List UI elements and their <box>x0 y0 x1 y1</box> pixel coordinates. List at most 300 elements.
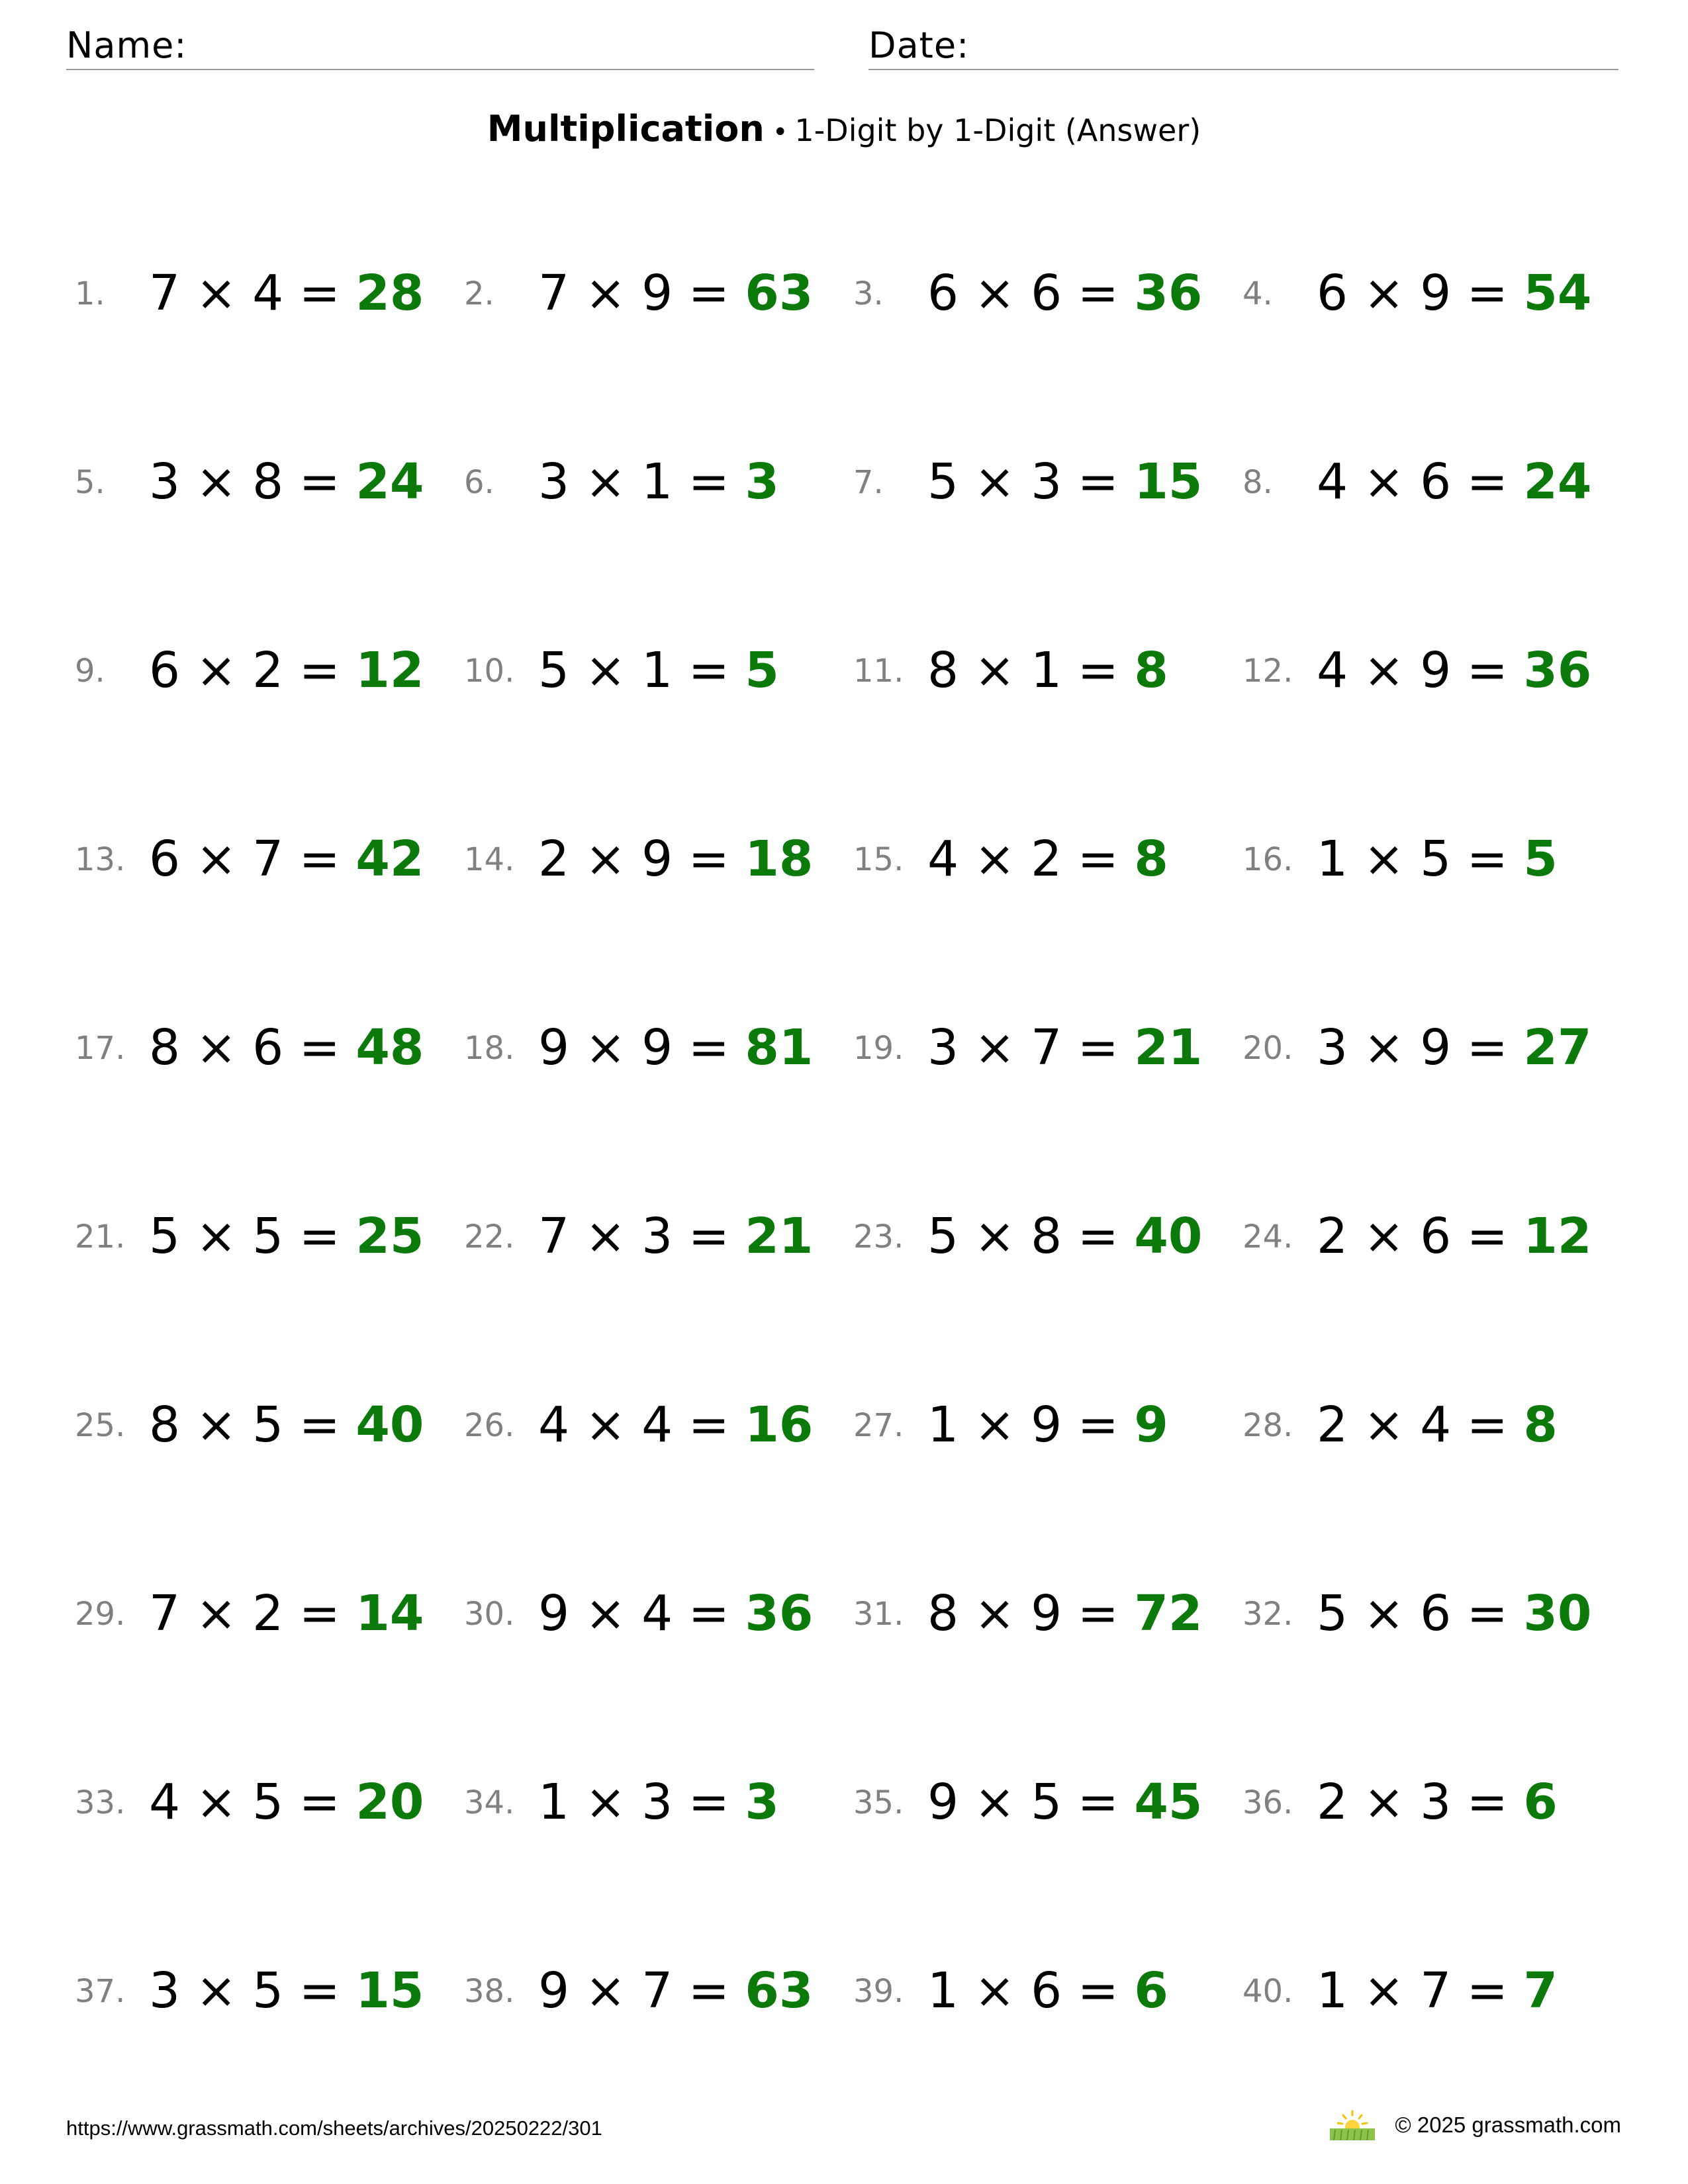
problem-item <box>464 622 853 715</box>
answer: 16 <box>745 1396 814 1453</box>
operand-a: 1 <box>927 1962 959 2019</box>
problem-number: 20. <box>1243 1030 1293 1067</box>
times-symbol: × <box>585 453 626 510</box>
times-symbol: × <box>195 831 237 887</box>
equals-symbol: = <box>1077 1019 1119 1076</box>
answer: 3 <box>745 1774 779 1831</box>
problem-expression <box>538 1961 813 2021</box>
problem-expression <box>538 1772 779 1832</box>
operand-b: 9 <box>1031 1396 1062 1453</box>
problem-number: 21. <box>75 1218 126 1255</box>
answer: 36 <box>745 1585 814 1642</box>
answer: 81 <box>745 1019 814 1076</box>
problem-item <box>1243 811 1632 903</box>
equals-symbol: = <box>1077 1962 1119 2019</box>
grass-sun-logo-icon <box>1326 2109 1379 2142</box>
date-field[interactable] <box>868 23 1618 70</box>
problem-number: 34. <box>464 1784 515 1821</box>
equals-symbol: = <box>299 642 340 699</box>
problem-expression <box>1317 263 1591 323</box>
answer: 14 <box>355 1585 424 1642</box>
operand-a: 2 <box>538 831 570 887</box>
problem-item <box>853 1754 1243 1846</box>
problem-number: 19. <box>853 1030 904 1067</box>
operand-a: 1 <box>1317 831 1348 887</box>
problem-number: 31. <box>853 1596 904 1633</box>
footer-brand <box>1326 2109 1621 2142</box>
times-symbol: × <box>1363 453 1405 510</box>
equals-symbol: = <box>688 265 729 322</box>
problem-expression <box>927 1961 1168 2021</box>
operand-a: 9 <box>538 1019 570 1076</box>
operand-a: 8 <box>927 1585 959 1642</box>
problem-expression <box>538 1395 813 1455</box>
operand-b: 3 <box>641 1774 673 1831</box>
equals-symbol: = <box>688 831 729 887</box>
problem-number: 2. <box>464 275 494 312</box>
operand-b: 4 <box>641 1585 673 1642</box>
equals-symbol: = <box>299 1208 340 1265</box>
answer: 20 <box>355 1774 424 1831</box>
problem-number: 9. <box>75 653 105 690</box>
answer: 12 <box>355 642 424 699</box>
times-symbol: × <box>1363 265 1405 322</box>
times-symbol: × <box>1363 1774 1405 1831</box>
operand-a: 7 <box>149 1585 181 1642</box>
answer: 25 <box>355 1208 424 1265</box>
problem-number: 26. <box>464 1407 515 1444</box>
times-symbol: × <box>974 831 1015 887</box>
operand-b: 5 <box>252 1774 284 1831</box>
operand-a: 8 <box>149 1396 181 1453</box>
problem-expression <box>1317 641 1591 700</box>
times-symbol: × <box>1363 1396 1405 1453</box>
problem-item <box>75 433 464 526</box>
times-symbol: × <box>974 1962 1015 2019</box>
answer: 9 <box>1134 1396 1168 1453</box>
operand-a: 8 <box>927 642 959 699</box>
times-symbol: × <box>1363 831 1405 887</box>
problem-expression <box>538 1018 813 1077</box>
operand-a: 1 <box>927 1396 959 1453</box>
problem-expression <box>927 829 1168 889</box>
operand-b: 9 <box>641 265 673 322</box>
problem-item <box>75 622 464 715</box>
operand-a: 5 <box>149 1208 181 1265</box>
problem-number: 35. <box>853 1784 904 1821</box>
operand-a: 4 <box>1317 642 1348 699</box>
times-symbol: × <box>195 642 237 699</box>
operand-b: 5 <box>1031 1774 1062 1831</box>
equals-symbol: = <box>1077 642 1119 699</box>
times-symbol: × <box>195 265 237 322</box>
problem-number: 10. <box>464 653 515 690</box>
answer: 54 <box>1523 265 1592 322</box>
equals-symbol: = <box>688 1396 729 1453</box>
operand-a: 1 <box>1317 1962 1348 2019</box>
problem-expression <box>1317 1772 1558 1832</box>
problem-expression <box>538 1206 813 1266</box>
problem-item <box>75 1377 464 1469</box>
operand-a: 6 <box>149 642 181 699</box>
answer: 28 <box>355 265 424 322</box>
problem-number: 29. <box>75 1596 126 1633</box>
equals-symbol: = <box>1077 1396 1119 1453</box>
operand-a: 2 <box>1317 1208 1348 1265</box>
answer: 5 <box>1523 831 1558 887</box>
equals-symbol: = <box>1077 1774 1119 1831</box>
problem-expression <box>1317 1395 1558 1455</box>
problem-number: 36. <box>1243 1784 1293 1821</box>
problem-number: 40. <box>1243 1973 1293 2010</box>
problem-number: 32. <box>1243 1596 1293 1633</box>
times-symbol: × <box>195 1585 237 1642</box>
worksheet-title <box>0 106 1688 156</box>
operand-a: 2 <box>1317 1774 1348 1831</box>
times-symbol: × <box>1363 1019 1405 1076</box>
operand-b: 3 <box>1420 1774 1452 1831</box>
problem-item <box>1243 1377 1632 1469</box>
equals-symbol: = <box>299 1585 340 1642</box>
times-symbol: × <box>974 1019 1015 1076</box>
problem-expression <box>538 452 779 512</box>
operand-a: 7 <box>149 265 181 322</box>
problem-item <box>75 1565 464 1658</box>
problem-number: 25. <box>75 1407 126 1444</box>
operand-a: 4 <box>538 1396 570 1453</box>
answer: 21 <box>745 1208 814 1265</box>
operand-b: 9 <box>1420 1019 1452 1076</box>
answer: 24 <box>1523 453 1592 510</box>
operand-b: 8 <box>1031 1208 1062 1265</box>
answer: 8 <box>1134 831 1168 887</box>
operand-b: 4 <box>641 1396 673 1453</box>
times-symbol: × <box>195 1774 237 1831</box>
times-symbol: × <box>585 1962 626 2019</box>
answer: 45 <box>1134 1774 1203 1831</box>
answer: 3 <box>745 453 779 510</box>
answer: 72 <box>1134 1585 1203 1642</box>
operand-b: 2 <box>1031 831 1062 887</box>
times-symbol: × <box>974 265 1015 322</box>
equals-symbol: = <box>1466 1585 1508 1642</box>
equals-symbol: = <box>299 265 340 322</box>
answer: 18 <box>745 831 814 887</box>
problem-expression <box>538 641 779 700</box>
operand-b: 9 <box>641 1019 673 1076</box>
times-symbol: × <box>974 642 1015 699</box>
equals-symbol: = <box>1466 1208 1508 1265</box>
problem-expression <box>1317 452 1591 512</box>
operand-a: 5 <box>538 642 570 699</box>
problem-expression <box>1317 829 1558 889</box>
operand-a: 5 <box>927 453 959 510</box>
operand-b: 5 <box>252 1396 284 1453</box>
problem-number: 33. <box>75 1784 126 1821</box>
problem-item <box>1243 1188 1632 1281</box>
problem-number: 16. <box>1243 841 1293 878</box>
times-symbol: × <box>974 1774 1015 1831</box>
equals-symbol: = <box>299 1774 340 1831</box>
equals-symbol: = <box>1466 1019 1508 1076</box>
problem-expression <box>1317 1584 1591 1643</box>
problem-item <box>75 1942 464 2035</box>
equals-symbol: = <box>1466 1962 1508 2019</box>
problem-expression <box>149 452 424 512</box>
operand-b: 3 <box>1031 453 1062 510</box>
answer: 36 <box>1134 265 1203 322</box>
problem-item <box>464 245 853 338</box>
equals-symbol: = <box>299 1962 340 2019</box>
problem-expression <box>927 1772 1202 1832</box>
answer: 30 <box>1523 1585 1592 1642</box>
title-bullet: • <box>772 117 788 148</box>
operand-b: 4 <box>252 265 284 322</box>
operand-b: 3 <box>641 1208 673 1265</box>
equals-symbol: = <box>688 453 729 510</box>
equals-symbol: = <box>1466 831 1508 887</box>
problem-item <box>853 433 1243 526</box>
equals-symbol: = <box>1466 1774 1508 1831</box>
operand-a: 9 <box>927 1774 959 1831</box>
problem-expression <box>927 452 1202 512</box>
answer: 15 <box>1134 453 1203 510</box>
times-symbol: × <box>585 1396 626 1453</box>
problem-item <box>1243 1942 1632 2035</box>
problem-expression <box>538 829 813 889</box>
problem-number: 13. <box>75 841 126 878</box>
equals-symbol: = <box>299 1396 340 1453</box>
operand-b: 5 <box>1420 831 1452 887</box>
problem-item <box>464 1377 853 1469</box>
equals-symbol: = <box>688 642 729 699</box>
date-label: Date: <box>868 24 970 66</box>
answer: 42 <box>355 831 424 887</box>
problem-item <box>464 999 853 1092</box>
times-symbol: × <box>585 642 626 699</box>
operand-a: 3 <box>149 453 181 510</box>
operand-b: 9 <box>1420 642 1452 699</box>
problem-item <box>853 999 1243 1092</box>
times-symbol: × <box>1363 1962 1405 2019</box>
operand-a: 7 <box>538 265 570 322</box>
name-field[interactable] <box>66 23 814 70</box>
operand-b: 6 <box>252 1019 284 1076</box>
equals-symbol: = <box>1466 1396 1508 1453</box>
equals-symbol: = <box>1077 1208 1119 1265</box>
operand-b: 7 <box>1031 1019 1062 1076</box>
problem-number: 18. <box>464 1030 515 1067</box>
problem-item <box>464 433 853 526</box>
problem-number: 17. <box>75 1030 126 1067</box>
operand-a: 6 <box>1317 265 1348 322</box>
times-symbol: × <box>195 1208 237 1265</box>
operand-b: 2 <box>252 642 284 699</box>
operand-a: 3 <box>1317 1019 1348 1076</box>
problem-number: 7. <box>853 464 884 501</box>
times-symbol: × <box>195 1962 237 2019</box>
operand-a: 4 <box>1317 453 1348 510</box>
problem-item <box>464 1565 853 1658</box>
answer: 8 <box>1134 642 1168 699</box>
problem-expression <box>149 263 424 323</box>
problem-expression <box>927 1206 1202 1266</box>
problem-number: 22. <box>464 1218 515 1255</box>
problem-expression <box>149 641 424 700</box>
problem-item <box>75 1754 464 1846</box>
problem-item <box>1243 245 1632 338</box>
problem-item <box>75 811 464 903</box>
operand-b: 6 <box>1420 1208 1452 1265</box>
problem-expression <box>927 1584 1202 1643</box>
times-symbol: × <box>1363 642 1405 699</box>
times-symbol: × <box>585 265 626 322</box>
problem-item <box>75 1188 464 1281</box>
operand-a: 7 <box>538 1208 570 1265</box>
problem-item <box>853 1377 1243 1469</box>
times-symbol: × <box>974 1396 1015 1453</box>
answer: 21 <box>1134 1019 1203 1076</box>
equals-symbol: = <box>1077 1585 1119 1642</box>
problem-item <box>464 1188 853 1281</box>
times-symbol: × <box>585 1019 626 1076</box>
answer: 63 <box>745 265 814 322</box>
problem-number: 27. <box>853 1407 904 1444</box>
problem-number: 23. <box>853 1218 904 1255</box>
problem-item <box>853 622 1243 715</box>
equals-symbol: = <box>299 453 340 510</box>
problem-expression <box>927 641 1168 700</box>
problem-expression <box>1317 1961 1558 2021</box>
problem-number: 14. <box>464 841 515 878</box>
operand-a: 3 <box>927 1019 959 1076</box>
name-label: Name: <box>66 24 187 66</box>
times-symbol: × <box>1363 1585 1405 1642</box>
problem-number: 3. <box>853 275 884 312</box>
operand-b: 2 <box>252 1585 284 1642</box>
answer: 48 <box>355 1019 424 1076</box>
problem-item <box>853 1942 1243 2035</box>
problem-item <box>853 1565 1243 1658</box>
answer: 40 <box>1134 1208 1203 1265</box>
times-symbol: × <box>195 453 237 510</box>
operand-b: 9 <box>1031 1585 1062 1642</box>
answer: 63 <box>745 1962 814 2019</box>
answer: 40 <box>355 1396 424 1453</box>
operand-a: 6 <box>149 831 181 887</box>
answer: 27 <box>1523 1019 1592 1076</box>
problem-expression <box>538 263 813 323</box>
problem-number: 11. <box>853 653 904 690</box>
operand-b: 6 <box>1420 453 1452 510</box>
problem-expression <box>149 1206 424 1266</box>
equals-symbol: = <box>1466 265 1508 322</box>
problem-item <box>75 245 464 338</box>
operand-b: 1 <box>641 642 673 699</box>
operand-b: 1 <box>641 453 673 510</box>
problem-expression <box>927 1395 1168 1455</box>
footer-copyright: © 2025 grassmath.com <box>1395 2113 1621 2137</box>
problem-item <box>853 811 1243 903</box>
answer: 7 <box>1523 1962 1558 2019</box>
operand-b: 5 <box>252 1208 284 1265</box>
answer: 15 <box>355 1962 424 2019</box>
title-main: Multiplication <box>487 108 765 150</box>
times-symbol: × <box>585 1774 626 1831</box>
operand-b: 6 <box>1031 265 1062 322</box>
operand-a: 1 <box>538 1774 570 1831</box>
problem-expression <box>1317 1206 1591 1266</box>
problem-item <box>464 811 853 903</box>
answer: 6 <box>1134 1962 1168 2019</box>
operand-b: 9 <box>1420 265 1452 322</box>
equals-symbol: = <box>688 1208 729 1265</box>
problem-expression <box>149 829 424 889</box>
answer: 6 <box>1523 1774 1558 1831</box>
times-symbol: × <box>974 1208 1015 1265</box>
operand-b: 7 <box>1420 1962 1452 2019</box>
operand-a: 4 <box>927 831 959 887</box>
problem-item <box>1243 1754 1632 1846</box>
times-symbol: × <box>585 831 626 887</box>
operand-b: 9 <box>641 831 673 887</box>
problem-number: 28. <box>1243 1407 1293 1444</box>
problem-number: 30. <box>464 1596 515 1633</box>
operand-a: 2 <box>1317 1396 1348 1453</box>
answer: 12 <box>1523 1208 1592 1265</box>
times-symbol: × <box>195 1019 237 1076</box>
problem-item <box>1243 1565 1632 1658</box>
operand-a: 5 <box>927 1208 959 1265</box>
equals-symbol: = <box>1077 265 1119 322</box>
operand-b: 4 <box>1420 1396 1452 1453</box>
times-symbol: × <box>1363 1208 1405 1265</box>
operand-a: 3 <box>538 453 570 510</box>
times-symbol: × <box>585 1208 626 1265</box>
answer: 8 <box>1523 1396 1558 1453</box>
equals-symbol: = <box>299 1019 340 1076</box>
problem-item <box>464 1754 853 1846</box>
problem-item <box>464 1942 853 2035</box>
problem-number: 8. <box>1243 464 1273 501</box>
equals-symbol: = <box>1077 453 1119 510</box>
times-symbol: × <box>974 1585 1015 1642</box>
equals-symbol: = <box>299 831 340 887</box>
times-symbol: × <box>585 1585 626 1642</box>
problem-number: 15. <box>853 841 904 878</box>
equals-symbol: = <box>688 1585 729 1642</box>
operand-b: 7 <box>252 831 284 887</box>
times-symbol: × <box>974 453 1015 510</box>
equals-symbol: = <box>688 1019 729 1076</box>
answer: 5 <box>745 642 779 699</box>
operand-a: 5 <box>1317 1585 1348 1642</box>
operand-b: 1 <box>1031 642 1062 699</box>
operand-a: 9 <box>538 1962 570 2019</box>
problem-item <box>853 245 1243 338</box>
equals-symbol: = <box>688 1774 729 1831</box>
operand-b: 5 <box>252 1962 284 2019</box>
operand-a: 4 <box>149 1774 181 1831</box>
equals-symbol: = <box>1466 453 1508 510</box>
problem-item <box>75 999 464 1092</box>
problem-item <box>1243 622 1632 715</box>
operand-a: 9 <box>538 1585 570 1642</box>
problem-expression <box>149 1395 424 1455</box>
title-subtitle: 1-Digit by 1-Digit (Answer) <box>794 113 1201 148</box>
problem-number: 38. <box>464 1973 515 2010</box>
equals-symbol: = <box>1466 642 1508 699</box>
